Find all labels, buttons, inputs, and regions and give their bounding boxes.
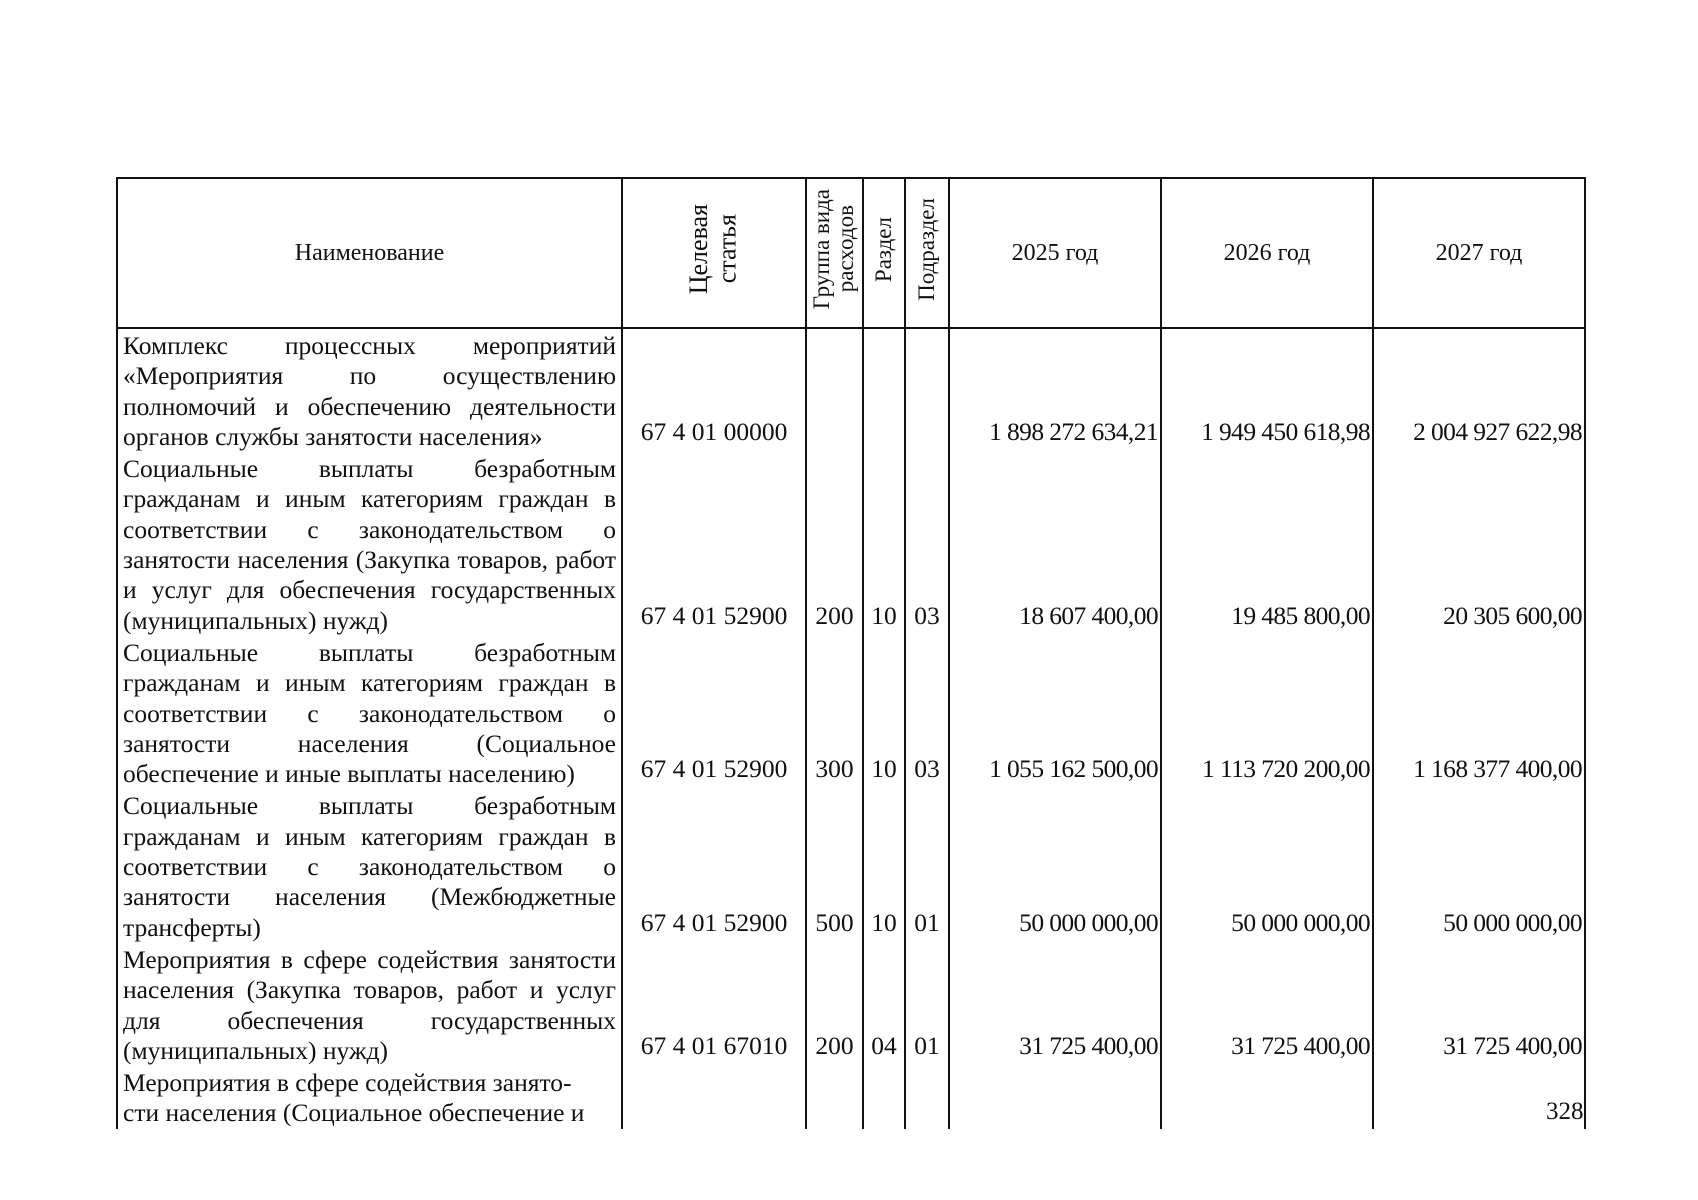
row-amount-2027: 2 004 927 622,98 — [1373, 328, 1585, 452]
header-2027: 2027 год — [1373, 178, 1585, 328]
row-section: 10 — [863, 636, 905, 789]
table-row — [117, 789, 1585, 942]
table-row — [117, 328, 1585, 452]
row-amount-2025: 1 055 162 500,00 — [949, 636, 1161, 789]
table-row — [117, 636, 1585, 789]
header-expense-group: Группа вида расходов — [806, 178, 863, 328]
row-amount-2027: 50 000 000,00 — [1373, 789, 1585, 942]
row-section: 10 — [863, 789, 905, 942]
header-target-article: Целевая статья — [622, 178, 806, 328]
row-subsection: 01 — [905, 943, 949, 1066]
row-amount-2025: 50 000 000,00 — [949, 789, 1161, 942]
row-subsection: 03 — [905, 636, 949, 789]
budget-table — [116, 177, 1586, 1129]
row-section: 10 — [863, 452, 905, 636]
row-target-article: 67 4 01 52900 — [622, 452, 806, 636]
row-amount-2027: 1 168 377 400,00 — [1373, 636, 1585, 789]
header-2025: 2025 год — [949, 178, 1161, 328]
row-target-article: 67 4 01 67010 — [622, 943, 806, 1066]
header-row — [117, 178, 1585, 328]
table-row — [117, 452, 1585, 636]
row-amount-2027: 31 725 400,00 — [1373, 943, 1585, 1066]
budget-table-container — [116, 177, 1586, 1129]
row-group: 200 — [806, 943, 863, 1066]
row-section — [863, 328, 905, 452]
row-amount-2025: 1 898 272 634,21 — [949, 328, 1161, 452]
row-name: Комплекс процессных мероприятий «Мероприятия по осуществлению полномочий и обеспечению деятельности органов службы занятости населения» — [117, 328, 622, 452]
header-2026: 2026 год — [1161, 178, 1373, 328]
header-subsection: Подраздел — [905, 178, 949, 328]
row-section: 04 — [863, 943, 905, 1066]
row-group: 200 — [806, 452, 863, 636]
header-name: Наименование — [117, 178, 622, 328]
row-group: 300 — [806, 636, 863, 789]
row-subsection: 03 — [905, 452, 949, 636]
row-subsection: 01 — [905, 789, 949, 942]
page-number: 328 — [1546, 1098, 1584, 1125]
header-section: Раздел — [863, 178, 905, 328]
row-target-article: 67 4 01 52900 — [622, 789, 806, 942]
row-group — [806, 328, 863, 452]
row-amount-2026: 31 725 400,00 — [1161, 943, 1373, 1066]
row-amount-2025: 31 725 400,00 — [949, 943, 1161, 1066]
row-amount-2027: 20 305 600,00 — [1373, 452, 1585, 636]
row-amount-2025: 18 607 400,00 — [949, 452, 1161, 636]
row-amount-2026: 50 000 000,00 — [1161, 789, 1373, 942]
row-target-article: 67 4 01 00000 — [622, 328, 806, 452]
row-amount-2026: 1 113 720 200,00 — [1161, 636, 1373, 789]
row-name: Мероприятия в сфере содействия занятости населения (Закупка товаров, работ и услуг для обеспечения государственных (муниципальных) нужд) — [117, 943, 622, 1066]
row-target-article: 67 4 01 52900 — [622, 636, 806, 789]
row-name: Социальные выплаты безработным гражданам и иным категориям граждан в соответствии с законодательством о занятости населения (Закупка товаров, работ и услуг для обеспечения государственных (муниципальных) нужд) — [117, 452, 622, 636]
row-name: Социальные выплаты безработным гражданам и иным категориям граждан в соответствии с законодательством о занятости населения (Социальное обеспечение и иные выплаты населению) — [117, 636, 622, 789]
table-row-continued — [117, 1066, 1585, 1129]
row-name-continued: Мероприятия в сфере содействия занято- сти населения (Социальное обеспечение и — [117, 1066, 622, 1129]
row-subsection — [905, 328, 949, 452]
row-amount-2026: 19 485 800,00 — [1161, 452, 1373, 636]
row-name: Социальные выплаты безработным гражданам и иным категориям граждан в соответствии с законодательством о занятости населения (Межбюджетные трансферты) — [117, 789, 622, 942]
table-row — [117, 943, 1585, 1066]
row-group: 500 — [806, 789, 863, 942]
row-amount-2026: 1 949 450 618,98 — [1161, 328, 1373, 452]
